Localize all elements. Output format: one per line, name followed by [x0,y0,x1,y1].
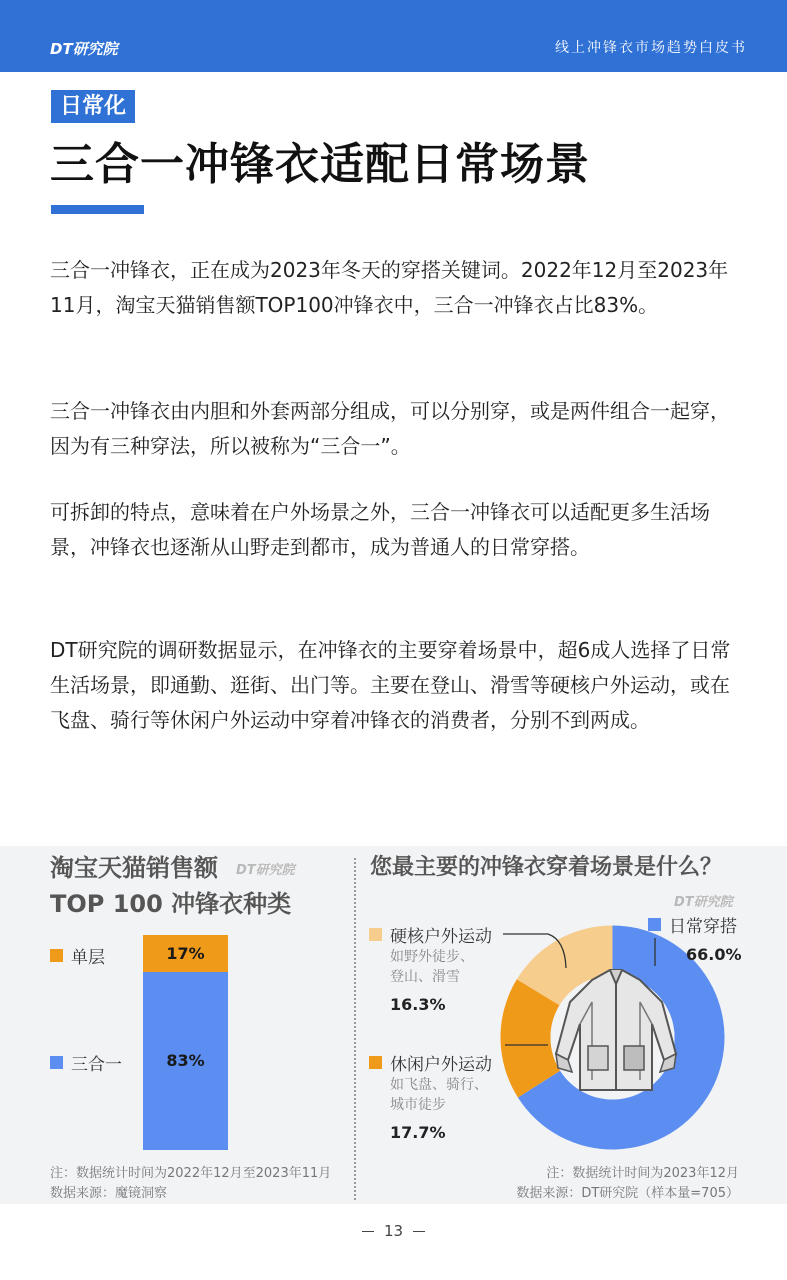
right-note-line1: 注：数据统计时间为2023年12月 [546,1166,739,1181]
paragraph-4: DT研究院的调研数据显示，在冲锋衣的主要穿着场景中，超6成人选择了日常生活场景，即通勤、逛街、出门等。主要在登山、滑雪等硬核户外运动，或在飞盘、骑行等休闲户外运动中穿着冲锋衣的消费者，分别不到两成。 [50,638,731,732]
report-title: 线上冲锋衣市场趋势白皮书 [555,40,747,56]
swatch-leisure [369,1056,382,1069]
legend-three-in-one [50,1050,122,1075]
stacked-bar [143,935,228,1150]
bar-label-single: 17% [166,943,205,963]
bar-segment-single [143,935,228,972]
page-number: 13 [383,1222,404,1240]
panel-divider [354,858,356,1200]
legend-label-single: 单层 [71,948,105,968]
left-note-line1: 注：数据统计时间为2022年12月至2023年11月 [50,1166,332,1181]
label-hardcore-sub1: 如野外徒步、 [390,949,474,965]
legend-label-three: 三合一 [71,1055,122,1075]
label-daily-name: 日常穿搭 [669,917,737,937]
section-tag: 日常化 [51,90,135,123]
watermark-right: DT研究院 [674,895,733,910]
right-chart-note [516,1164,739,1204]
footer-dash-left [362,1231,374,1232]
left-chart-title-line2: TOP 100 冲锋衣种类 [50,890,292,918]
page-title: 三合一冲锋衣适配日常场景 [50,139,590,190]
left-chart-title-line1: 淘宝天猫销售额 [50,854,218,882]
watermark-left: DT研究院 [236,863,295,878]
legend-single-layer [50,943,105,968]
label-daily-pct: 66.0% [686,945,742,964]
label-hardcore [369,922,492,1014]
left-note-line2: 数据来源：魔镜洞察 [50,1186,168,1201]
label-leisure-sub1: 如飞盘、骑行、 [390,1077,488,1093]
header-bar [0,0,787,72]
jacket-illustration [552,962,680,1102]
label-leisure-name: 休闲户外运动 [390,1055,492,1075]
bar-segment-three-in-one [143,972,228,1150]
label-leisure-sub2: 城市徒步 [390,1097,446,1113]
right-note-line2: 数据来源：DT研究院（样本量=705） [516,1186,739,1201]
paragraph-1: 三合一冲锋衣，正在成为2023年冬天的穿搭关键词。2022年12月至2023年11月，淘宝天猫销售额TOP100冲锋衣中，三合一冲锋衣占比83%。 [50,258,729,317]
label-daily [648,912,742,964]
label-hardcore-pct: 16.3% [390,995,446,1014]
right-chart-title: 您最主要的冲锋衣穿着场景是什么？ [370,855,723,880]
label-leisure-pct: 17.7% [390,1123,446,1142]
footer-dash-right [413,1231,425,1232]
swatch-hardcore [369,928,382,941]
brand-logo: DT研究院 [50,40,118,58]
paragraph-3: 可拆卸的特点，意味着在户外场景之外，三合一冲锋衣可以适配更多生活场景，冲锋衣也逐渐从山野走到都市，成为普通人的日常穿搭。 [50,500,710,559]
page-footer [0,1222,787,1240]
legend-swatch-three [50,1056,63,1069]
bar-label-three: 83% [166,1051,205,1071]
label-leisure [369,1050,492,1142]
swatch-daily [648,918,661,931]
title-underline [51,205,144,214]
label-hardcore-sub2: 登山、滑雪 [390,969,460,985]
label-hardcore-name: 硬核户外运动 [390,927,492,947]
legend-swatch-single [50,949,63,962]
left-chart-note [50,1164,331,1204]
paragraph-2: 三合一冲锋衣由内胆和外套两部分组成，可以分别穿，或是两件组合一起穿，因为有三种穿法，所以被称为“三合一”。 [50,399,730,458]
